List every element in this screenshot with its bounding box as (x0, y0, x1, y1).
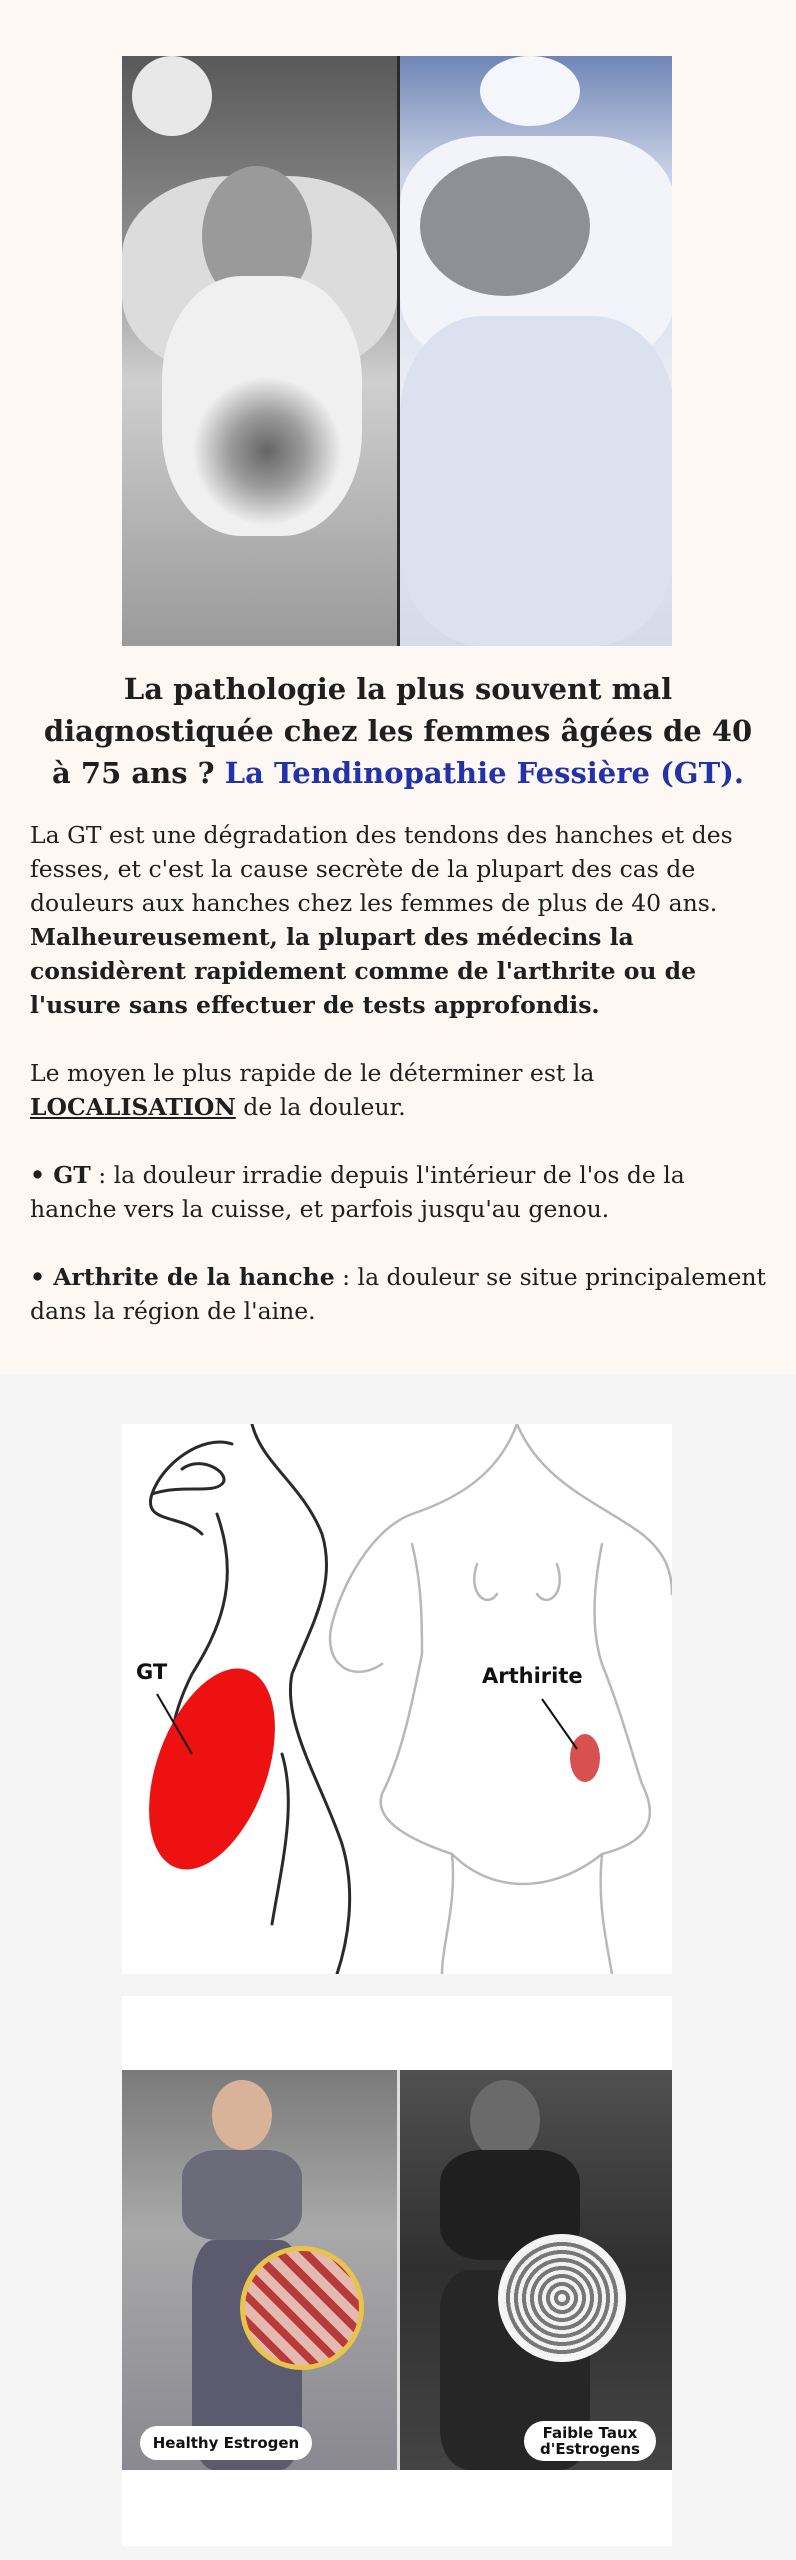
intro-bold-text: Malheureusement, la plupart des médecins la considèrent rapidement comme de l'arthrite ou de l'usure sans effectuer de tests approfondis. (30, 923, 697, 1019)
bullet-arthrite-label: • Arthrite de la hanche (30, 1263, 335, 1291)
localisation-text-after: de la douleur. (243, 1093, 406, 1121)
top-shape (182, 2150, 302, 2240)
label-arthrite: Arthirite (482, 1664, 583, 1688)
arthrite-pointer-line (542, 1699, 577, 1749)
head-shape (212, 2080, 272, 2150)
headline (40, 668, 756, 794)
bullet-gt-label: • GT (30, 1161, 91, 1189)
label-low-estrogen: Faible Taux d'Estrogens (524, 2421, 656, 2461)
bullet-arthrite-text: : la douleur se situe principalement dans la région de l'aine. (30, 1263, 766, 1325)
paragraph-localisation (30, 1056, 770, 1124)
article-body (30, 818, 770, 1328)
headline-accent: La Tendinopathie Fessière (GT). (224, 756, 744, 790)
lamp-shape (132, 56, 212, 136)
body-outline-illustration (122, 1424, 672, 1974)
lamp-shape (480, 56, 580, 126)
bullet-gt (30, 1158, 770, 1226)
low-estrogen-tendon-zoom (498, 2234, 626, 2362)
head-shape (470, 2080, 540, 2160)
healthy-tendon-zoom (240, 2246, 364, 2370)
localisation-text-before: Le moyen le plus rapide de le déterminer est la (30, 1059, 595, 1087)
arthrite-pain-zone (570, 1734, 600, 1782)
estrogen-comparison-image (122, 1996, 672, 2546)
low-estrogen-woman-photo (397, 2070, 672, 2470)
intro-text: La GT est une dégradation des tendons des hanches et des fesses, et c'est la cause secrète de la plupart des cas de douleurs aux hanches chez les femmes de plus de 40 ans. (30, 821, 733, 917)
label-gt: GT (136, 1660, 168, 1684)
woman-pain-bed-image (122, 56, 397, 646)
paragraph-intro (30, 818, 770, 1022)
label-healthy-estrogen: Healthy Estrogen (140, 2426, 312, 2460)
estrogen-photo-row (122, 2070, 672, 2470)
pain-glow (192, 376, 342, 526)
duvet-shape (400, 316, 672, 646)
bullet-gt-text: : la douleur irradie depuis l'intérieur de l'os de la hanche vers la cuisse, et parfois jusqu'au genou. (30, 1161, 685, 1223)
gt-pain-zone (124, 1652, 299, 1887)
woman-sleeping-image (397, 56, 672, 646)
head-shape (420, 156, 590, 296)
healthy-woman-photo (122, 2070, 397, 2470)
bullet-arthrite (30, 1260, 770, 1328)
localisation-keyword: LOCALISATION (30, 1093, 236, 1121)
hero-image (122, 56, 672, 646)
pain-location-diagram (122, 1424, 672, 1974)
headline-main: La pathologie la plus souvent mal diagnostiquée chez les femmes âgées de 40 à 75 ans ? (43, 672, 753, 790)
